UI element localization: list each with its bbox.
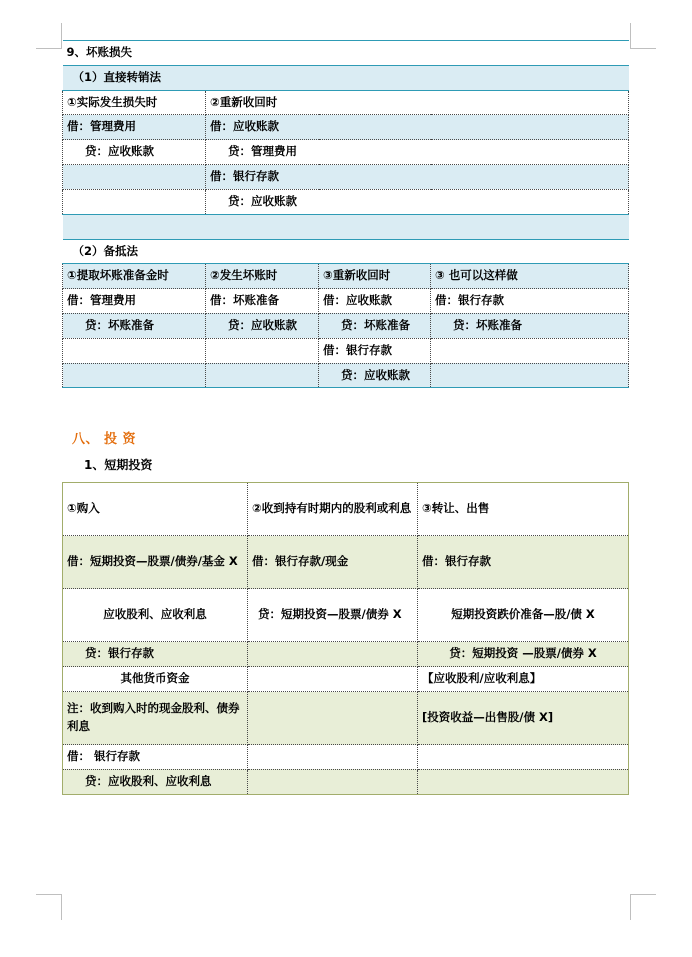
cell: 贷：短期投资 —股票/债券 X [418,642,629,667]
method1-header-1: ①实际发生损失时 [63,90,206,115]
cell: 借：应收账款 [319,289,431,314]
method2-header-1: ①提取坏账准备金时 [63,264,206,289]
table-row [63,165,629,190]
method2-header-4: ③ 也可以这样做 [431,264,629,289]
cell: 借：银行存款/现金 [248,536,418,589]
cell: 借：银行存款 [206,165,629,190]
cell: 贷：短期投资—股票/债券 X [248,589,418,642]
table-row-method1-header [63,90,629,115]
cell: 贷：应收账款 [319,363,431,388]
method1-label: （1）直接转销法 [63,65,629,90]
cell [248,692,418,745]
cell: 贷：坏账准备 [63,313,206,338]
table-row [63,363,629,388]
cell [248,745,418,770]
cell [63,363,206,388]
cell [418,745,629,770]
table-row-method2-label [63,239,629,264]
cell: 借：管理费用 [63,289,206,314]
table-row-method1-label [63,65,629,90]
cell: 贷：坏账准备 [431,313,629,338]
investment-header-3: ③转让、出售 [418,483,629,536]
cell: 应收股利、应收利息 [63,589,248,642]
table-row [63,313,629,338]
investment-header-1: ①购入 [63,483,248,536]
cell [431,363,629,388]
table-row [63,769,629,794]
table-row-title [63,41,629,66]
cell: 借：银行存款 [418,536,629,589]
cell: 贷：银行存款 [63,642,248,667]
table-row [63,667,629,692]
cell: 贷：管理费用 [206,140,629,165]
cell: 注：收到购入时的现金股利、债券利息 [63,692,248,745]
cell: 贷：坏账准备 [319,313,431,338]
investment-subheading: 1、短期投资 [84,458,153,473]
section-spacer [62,388,628,428]
table-row-header [63,483,629,536]
cell [63,165,206,190]
cell: 借：短期投资—股票/债券/基金 X [63,536,248,589]
top-spacer [62,0,628,40]
cell [63,214,629,239]
cell: 贷：应收账款 [63,140,206,165]
table-row [63,745,629,770]
crop-mark-top-left [36,23,62,49]
cell: 借：银行存款 [319,338,431,363]
cell: 借：坏账准备 [206,289,319,314]
table-row [63,589,629,642]
crop-mark-top-right [630,23,656,49]
crop-mark-bottom-right [630,894,656,920]
cell: 借：管理费用 [63,115,206,140]
table-row-spacer [63,214,629,239]
cell [63,338,206,363]
investment-header-2: ②收到持有时期内的股利或利息 [248,483,418,536]
cell: 借： 银行存款 [63,745,248,770]
cell [206,338,319,363]
subheading-spacer [62,473,628,482]
bad-debt-title: 9、坏账损失 [63,41,629,66]
cell [431,338,629,363]
table-row [63,189,629,214]
table-row [63,338,629,363]
cell [248,642,418,667]
crop-mark-bottom-left [36,894,62,920]
table-row [63,140,629,165]
cell [248,769,418,794]
bad-debt-table [62,40,629,388]
cell: 借：应收账款 [206,115,629,140]
cell [206,363,319,388]
table-row [63,115,629,140]
cell: 贷：应收账款 [206,313,319,338]
method1-header-2: ②重新收回时 [206,90,629,115]
table-row [63,692,629,745]
cell: 贷：应收账款 [206,189,629,214]
method2-header-2: ②发生坏账时 [206,264,319,289]
investment-section-heading: 八、 投 资 [72,432,137,448]
table-row [63,536,629,589]
cell [63,189,206,214]
table-row [63,289,629,314]
table-row [63,642,629,667]
cell: [投资收益—出售股/债 X] [418,692,629,745]
cell: 贷：应收股利、应收利息 [63,769,248,794]
table-row-method2-header [63,264,629,289]
heading-spacer [62,447,628,456]
method2-header-3: ③重新收回时 [319,264,431,289]
cell [418,769,629,794]
cell [248,667,418,692]
document-page [62,0,628,795]
method2-label: （2）备抵法 [63,239,629,264]
cell: 其他货币资金 [63,667,248,692]
cell: 【应收股利/应收利息】 [418,667,629,692]
short-term-investment-table [62,482,629,794]
cell: 借：银行存款 [431,289,629,314]
cell: 短期投资跌价准备—股/债 X [418,589,629,642]
